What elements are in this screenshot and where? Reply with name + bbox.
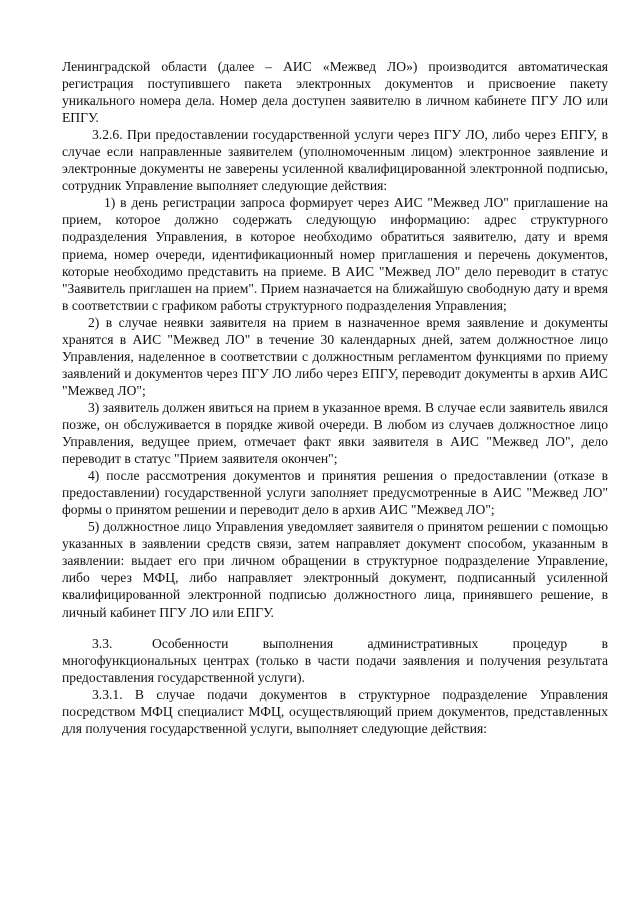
list-item-4: 4) после рассмотрения документов и принятия решения о предоставлении (отказе в предоставлении) государственной услуги заполняет предусмотренные в АИС "Межвед ЛО" формы о принятом решении и переводит дело в архив АИС "Межвед ЛО"; xyxy=(62,468,608,518)
list-item-2: 2) в случае неявки заявителя на прием в назначенное время заявление и документы хранятся в АИС "Межвед ЛО" в течение 30 календарных дней, затем должностное лицо Управления, наделенное в соответствии с должностным регламентом функциями по приему заявлений и документов через ПГУ ЛО либо через ЕПГУ, переводит документы в архив АИС "Межвед ЛО"; xyxy=(62,314,608,398)
document-page xyxy=(62,58,608,737)
paragraph-3-2-6: 3.2.6. При предоставлении государственной услуги через ПГУ ЛО, либо через ЕПГУ, в случае если направленные заявителем (уполномоченным лицом) электронное заявление и электронные документы не заверены усиленной квалифицированной электронной подписью, сотрудник Управление выполняет следующие действия: xyxy=(62,127,608,194)
list-item-5: 5) должностное лицо Управления уведомляет заявителя о принятом решении с помощью указанных в заявлении средств связи, затем направляет документ способом, указанным в заявлении: выдает его при личном обращении в структурное подразделение Управление, либо через МФЦ, либо направляет электронный документ, подписанный усиленной квалифицированной электронной подписью должностного лица, принявшего решение, в личный кабинет ПГУ ЛО или ЕПГУ. xyxy=(62,519,608,620)
list-item-3: 3) заявитель должен явиться на прием в указанное время. В случае если заявитель явился позже, он обслуживается в порядке живой очереди. В любом из случаев должностное лицо Управления, ведущее прием, отмечает факт явки заявителя в АИС "Межвед ЛО", дело переводит в статус "Прием заявителя окончен"; xyxy=(62,399,608,467)
section-number: 3.3. xyxy=(92,635,113,651)
list-item-1: 1) в день регистрации запроса формирует через АИС "Межвед ЛО" приглашение на прием, которое должно содержать следующую информацию: адрес структурного подразделения Управления, в которое необходимо обратиться заявителю, дату и время приема, номер очереди, идентификационный номер приглашения и перечень документов, которые необходимо представить на приеме. В АИС "Межвед ЛО" дело переводит в статус "Заявитель приглашен на прием". Прием назначается на ближайшую свободную дату и время в соответствии с графиком работы структурного подразделения Управления; xyxy=(62,195,608,313)
paragraph-3-3-1: 3.3.1. В случае подачи документов в структурное подразделение Управления посредством МФЦ специалист МФЦ, осуществляющий прием документов, представленных для получения государственной услуги, выполняет следующие действия: xyxy=(62,686,608,736)
section-3-3 xyxy=(62,635,608,686)
paragraph-intro: Ленинградской области (далее – АИС «Межвед ЛО») производится автоматическая регистрация поступившего пакета электронных документов и присвоение пакету уникального номера дела. Номер дела доступен заявителю в личном кабинете ПГУ ЛО или ЕПГУ. xyxy=(62,59,608,126)
section-heading-text: Особенности выполнения административных процедур в многофункциональных центрах (только в части подачи заявления и получения результата предоставления государственной услуги). xyxy=(62,635,608,685)
